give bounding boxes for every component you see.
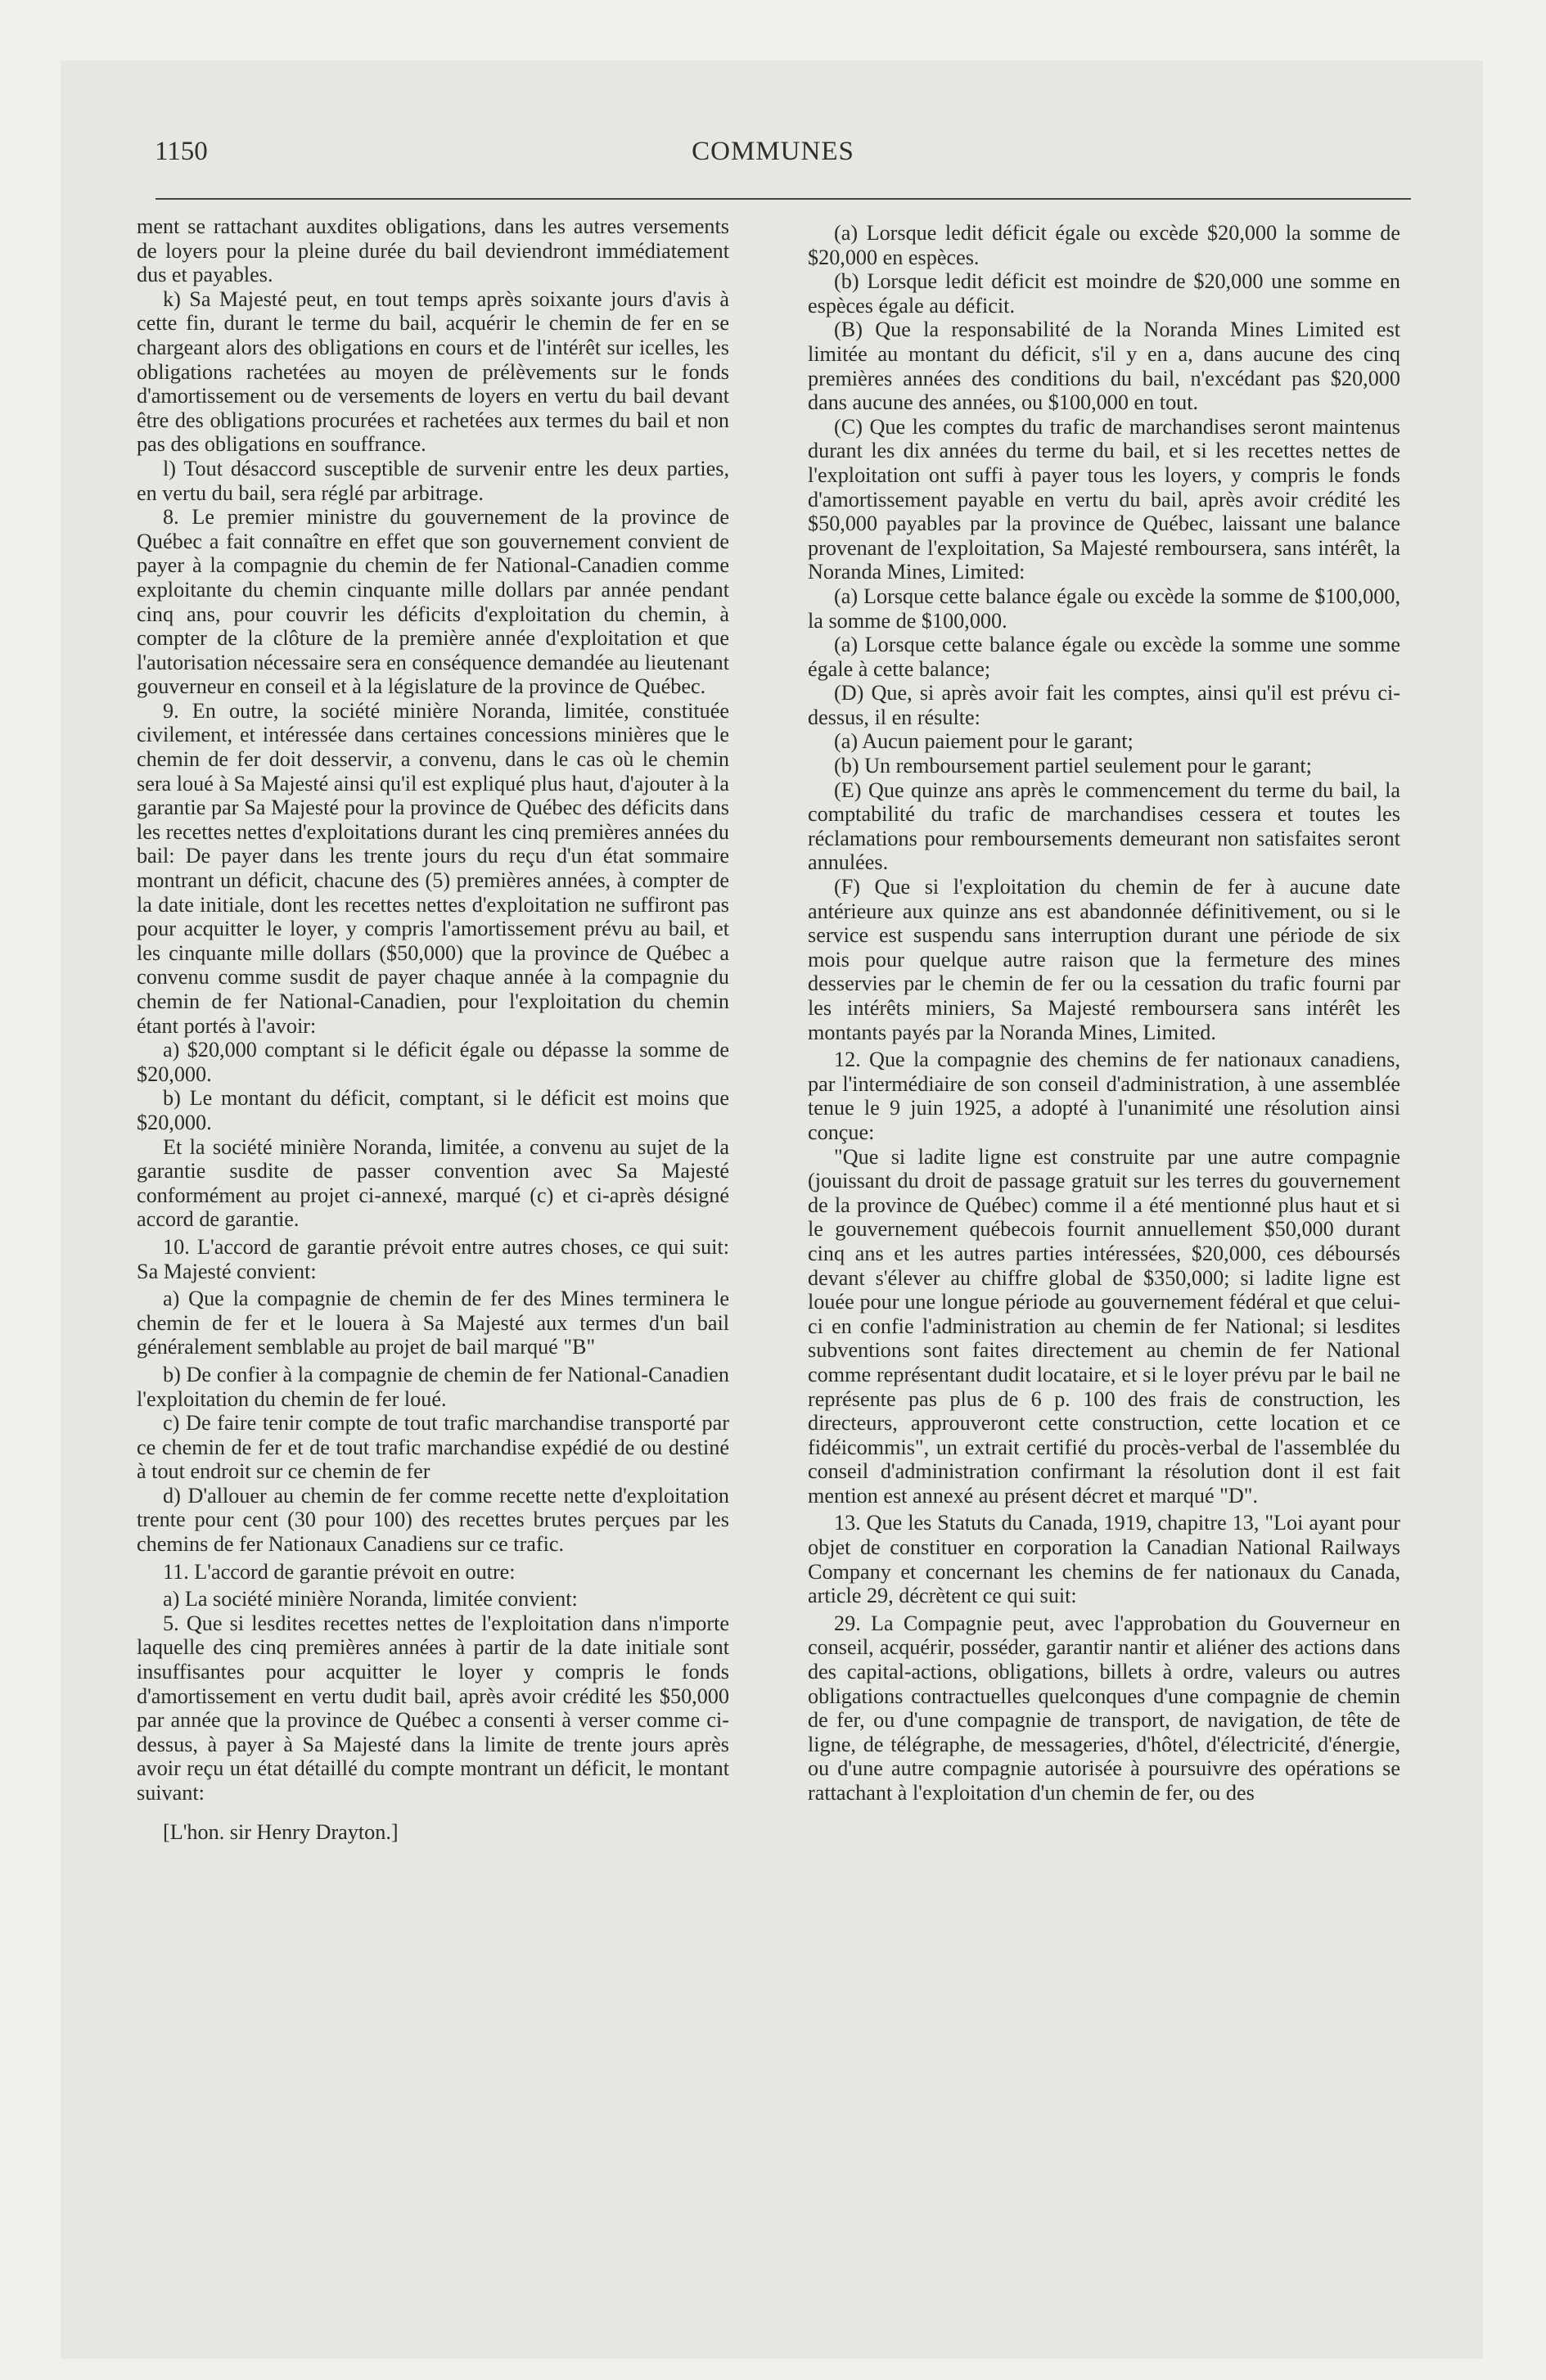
paragraph: (E) Que quinze ans après le commencement du terme du bail, la comptabilité du trafic de marchandises cessera et toutes les réclamations pour remboursements demeurant non satisfaites seront annulées. bbox=[808, 778, 1400, 875]
paragraph: "Que si ladite ligne est construite par une autre compagnie (jouissant du droit de passage gratuit sur les terres du gouvernement de la province de Québec) comme il a été mentionné plus haut et si le gouvernement québecois fournit annuellement $50,000 durant cinq ans et les autres parties intéressées, $20,000, ces déboursés devant s'élever au chiffre global de $350,000; si ladite ligne est louée pour une longue période au gouvernement fédéral et que celui-ci en confie l'administration au chemin de fer National; si lesdites subventions sont faites directement au chemin de fer National comme représentant dudit locataire, et si le loyer prévu par le bail ne représente pas plus de 6 p. 100 des frais de construction, les directeurs, approuveront cette construction, cette location et ce fidéicommis", un extrait certifié du procès-verbal de l'assemblée du conseil d'administration confirmant la résolution dont il est fait mention est annexé au présent décret et marqué "D". bbox=[808, 1144, 1400, 1508]
paragraph: (a) Lorsque ledit déficit égale ou excède $20,000 la somme de $20,000 en espèces. bbox=[808, 221, 1400, 269]
paragraph: a) Que la compagnie de chemin de fer des Mines terminera le chemin de fer et le louera à Sa Majesté aux termes d'un bail généralement semblable au projet de bail marqué "B" bbox=[137, 1287, 729, 1359]
paragraph: (a) Lorsque cette balance égale ou excède la somme de $100,000, la somme de $100,000. bbox=[808, 584, 1400, 633]
paragraph: (b) Lorsque ledit déficit est moindre de $20,000 une somme en espèces égale au déficit. bbox=[808, 269, 1400, 318]
paragraph: (B) Que la responsabilité de la Noranda Mines Limited est limitée au montant du déficit, s'il y en a, dans aucune des cinq premières années des conditions du bail, n'excédant pas $20,000 dans aucune des années, ou $100,000 en tout. bbox=[808, 318, 1400, 415]
paragraph: c) De faire tenir compte de tout trafic marchandise transporté par ce chemin de fer et de tout trafic marchandise expédié de ou destiné à tout endroit sur ce chemin de fer bbox=[137, 1411, 729, 1484]
paragraph: (a) Lorsque cette balance égale ou excède la somme une somme égale à cette balance; bbox=[808, 633, 1400, 681]
paragraph: 29. La Compagnie peut, avec l'approbation du Gouverneur en conseil, acquérir, posséder, garantir nantir et aliéner des actions dans des capital-actions, obligations, billets à ordre, valeurs ou autres obligations contractuelles quelconques d'une compagnie de chemin de fer, ou d'une compagnie de transport, de navigation, de tête de ligne, de télégraphe, de messageries, d'hôtel, d'électricité, d'énergie, ou d'une autre compagnie autorisée à poursuivre des opérations se rattachant à l'exploitation d'un chemin de fer, ou des bbox=[808, 1611, 1400, 1805]
paragraph: a) La société minière Noranda, limitée convient: bbox=[163, 1587, 578, 1611]
paragraph: (a) Aucun paiement pour le garant; bbox=[834, 729, 1134, 754]
speaker-attribution: [L'hon. sir Henry Drayton.] bbox=[163, 1819, 399, 1844]
page-number: 1150 bbox=[155, 137, 208, 166]
paragraph: d) D'allouer au chemin de fer comme recette nette d'exploitation trente pour cent (30 pour 100) des recettes brutes perçues par les chemins de fer Nationaux Canadiens sur ce trafic. bbox=[137, 1483, 729, 1557]
right-column bbox=[808, 221, 1400, 1805]
page-title: COMMUNES bbox=[692, 137, 854, 166]
paragraph: 5. Que si lesdites recettes nettes de l'exploitation dans n'importe laquelle des cinq premières années à partir de la date initiale sont insuffisantes pour acquitter le loyer y compris le fonds d'amortissement en vertu dudit bail, après avoir crédité les $50,000 par année que la province de Québec a consenti à verser comme ci-dessus, à payer à Sa Majesté dans la limite de trente jours après avoir reçu un état détaillé du compte montrant un déficit, le montant suivant: bbox=[137, 1611, 729, 1805]
paragraph: Et la société minière Noranda, limitée, a convenu au sujet de la garantie susdite de passer convention avec Sa Majesté conformément au projet ci-annexé, marqué (c) et ci-après désigné accord de garantie. bbox=[137, 1134, 729, 1232]
paragraph: b) De confier à la compagnie de chemin de fer National-Canadien l'exploitation du chemin de fer loué. bbox=[137, 1362, 729, 1411]
paragraph: b) Le montant du déficit, comptant, si le déficit est moins que $20,000. bbox=[137, 1086, 729, 1134]
paragraph: (b) Un remboursement partiel seulement pour le garant; bbox=[834, 754, 1312, 778]
paragraph: 12. Que la compagnie des chemins de fer nationaux canadiens, par l'intermédiaire de son conseil d'administration, à une assemblée tenue le 9 juin 1925, a adopté à l'unanimité une résolution ainsi conçue: bbox=[808, 1048, 1400, 1144]
paragraph: 13. Que les Statuts du Canada, 1919, chapitre 13, "Loi ayant pour objet de constituer en corporation la Canadian National Railways Company et concernant les chemins de fer nationaux du Canada, article 29, décrètent ce qui suit: bbox=[808, 1511, 1400, 1608]
paragraph: (F) Que si l'exploitation du chemin de fer à aucune date antérieure aux quinze ans est abandonnée définitivement, ou si le service est suspendu sans interruption durant une période de six mois pour quelque autre raison que la fermeture des mines desservies par le chemin de fer ou la cessation du trafic fourni par les intérêts miniers, Sa Majesté remboursera sans intérêt les montants payés par la Noranda Mines, Limited. bbox=[808, 875, 1400, 1044]
paragraph: (D) Que, si après avoir fait les comptes, ainsi qu'il est prévu ci-dessus, il en résulte: bbox=[808, 681, 1400, 729]
paragraph: 8. Le premier ministre du gouvernement de la province de Québec a fait connaître en effet que son gouvernement convient de payer à la compagnie du chemin de fer National-Canadien comme exploitante du chemin cinquante mille dollars par année pendant cinq ans, pour couvrir les déficits d'exploitation du chemin, à compter de la clôture de la première année d'exploitation et que l'autorisation nécessaire sera en conséquence demandée au lieutenant gouverneur en conseil et à la législature de la province de Québec. bbox=[137, 505, 729, 699]
running-header bbox=[0, 86, 1546, 166]
paragraph: (C) Que les comptes du trafic de marchandises seront maintenus durant les dix années du terme du bail, et si les recettes nettes de l'exploitation ont suffi à payer tous les loyers, y compris le fonds d'amortissement payable en vertu du bail, après avoir crédité les $50,000 payables par la province de Québec, laissant une balance provenant de l'exploitation, Sa Majesté remboursera, sans intérêt, la Noranda Mines, Limited: bbox=[808, 414, 1400, 584]
paragraph: 9. En outre, la société minière Noranda, limitée, constituée civilement, et intéressée dans certaines concessions minières que le chemin de fer doit desservir, a convenu, dans le cas où le chemin sera loué à Sa Majesté ainsi qu'il est expliqué plus haut, d'ajouter à la garantie par Sa Majesté pour la province de Québec des déficits dans les recettes nettes d'exploitations durant les cinq premières années du bail: De payer dans les trente jours du reçu d'un état sommaire montrant un déficit, chacune des (5) premières années, à compter de la date initiale, dont les recettes nettes d'exploitation ne suffiront pas pour acquitter le loyer, y compris l'amortissement prévu au bail, et les cinquante mille dollars ($50,000) que la province de Québec a convenu comme susdit de payer chaque année à la compagnie du chemin de fer National-Canadien, pour l'exploitation du chemin étant portés à l'avoir: bbox=[137, 698, 729, 1038]
paragraph: k) Sa Majesté peut, en tout temps après soixante jours d'avis à cette fin, durant le terme du bail, acquérir le chemin de fer en se chargeant alors des obligations en cours et de l'intérêt sur icelles, les obligations rachetées au moyen de prélèvements sur le fonds d'amortissement ou de versements de loyers en vertu du bail devant être des obligations procurées et rachetées aux termes du bail et non pas des obligations en souffrance. bbox=[137, 286, 729, 457]
paragraph: ment se rattachant auxdites obligations, dans les autres versements de loyers pour la pleine durée du bail deviendront immédiatement dus et payables. bbox=[137, 214, 729, 287]
header-rule bbox=[156, 198, 1411, 200]
paragraph: 11. L'accord de garantie prévoit en outre: bbox=[163, 1559, 516, 1584]
paragraph: a) $20,000 comptant si le déficit égale ou dépasse la somme de $20,000. bbox=[137, 1038, 729, 1086]
left-column bbox=[137, 214, 729, 1844]
paragraph: 10. L'accord de garantie prévoit entre autres choses, ce qui suit: Sa Majesté convient: bbox=[137, 1234, 729, 1283]
paragraph: l) Tout désaccord susceptible de survenir entre les deux parties, en vertu du bail, sera réglé par arbitrage. bbox=[137, 456, 729, 505]
